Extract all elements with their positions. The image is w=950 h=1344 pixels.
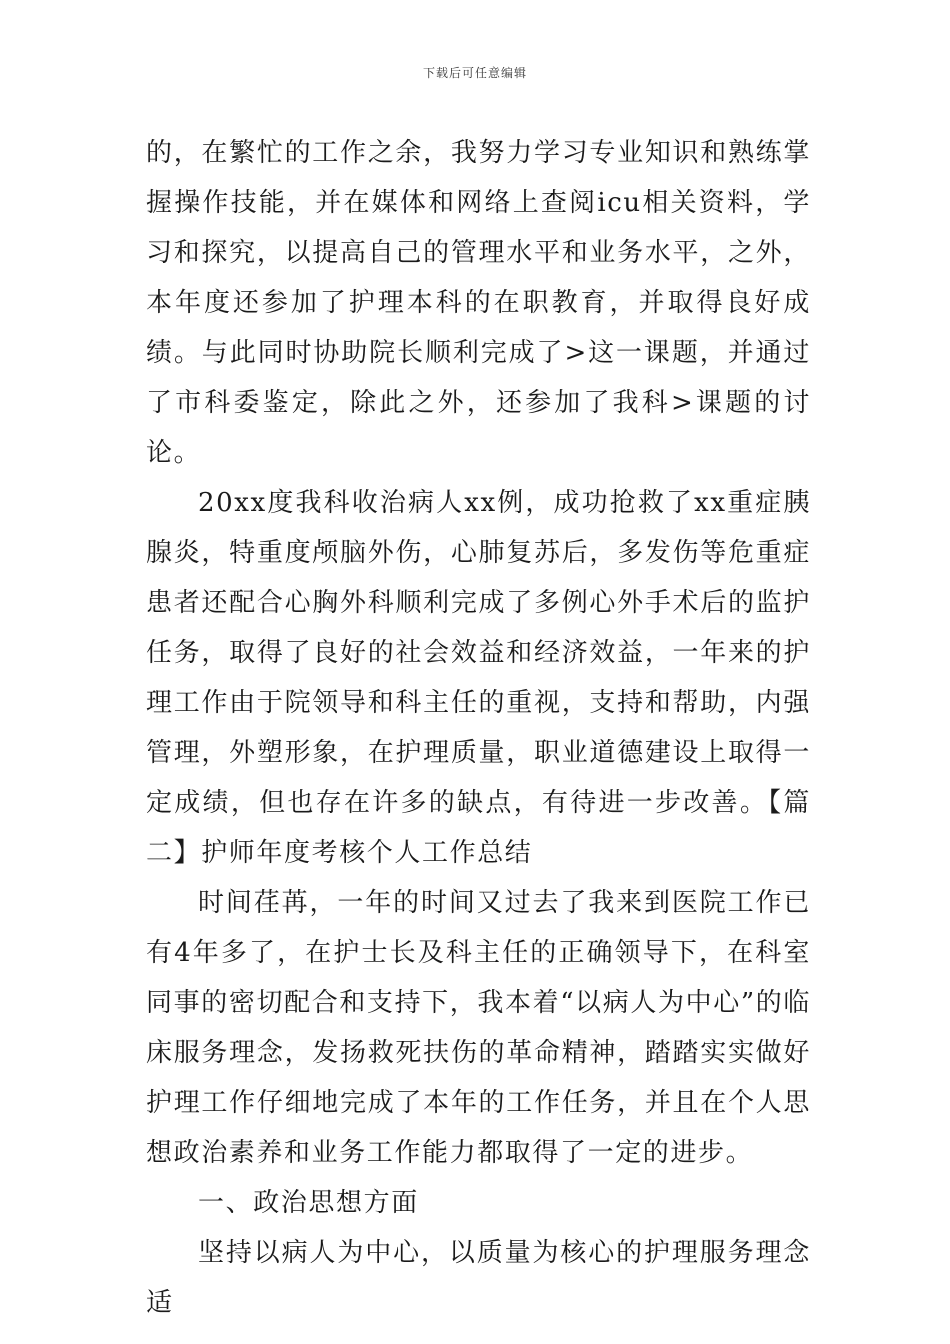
document-body [146, 128, 811, 1328]
paragraph-1: 的，在繁忙的工作之余，我努力学习专业知识和熟练掌握操作技能，并在媒体和网络上查阅icu相关资料，学习和探究，以提高自己的管理水平和业务水平，之外，本年度还参加了护理本科的在职教育，并取得良好成绩。与此同时协助院长顺利完成了>这一课题，并通过了市科委鉴定，除此之外，还参加了我科>课题的讨论。 [146, 138, 811, 468]
paragraph-2: 20xx度我科收治病人xx例，成功抢救了xx重症胰腺炎，特重度颅脑外伤，心肺复苏后，多发伤等危重症患者还配合心胸外科顺利完成了多例心外手术后的监护任务，取得了良好的社会效益和经济效益，一年来的护理工作由于院领导和科主任的重视，支持和帮助，内强管理，外塑形象，在护理质量，职业道德建设上取得一定成绩，但也存在许多的缺点，有待进一步改善。【篇二】护师年度考核个人工作总结 [146, 488, 811, 868]
paragraph-4: 坚持以病人为中心，以质量为核心的护理服务理念适 [146, 1238, 811, 1318]
paragraph-3: 时间荏苒，一年的时间又过去了我来到医院工作已有4年多了，在护士长及科主任的正确领导下，在科室同事的密切配合和支持下，我本着“以病人为中心”的临床服务理念，发扬救死扶伤的革命精神，踏踏实实做好护理工作仔细地完成了本年的工作任务，并且在个人思想政治素养和业务工作能力都取得了一定的进步。 [146, 888, 811, 1168]
section-heading: 一、政治思想方面 [198, 1188, 419, 1218]
page-header: 下载后可任意编辑 [422, 66, 527, 80]
